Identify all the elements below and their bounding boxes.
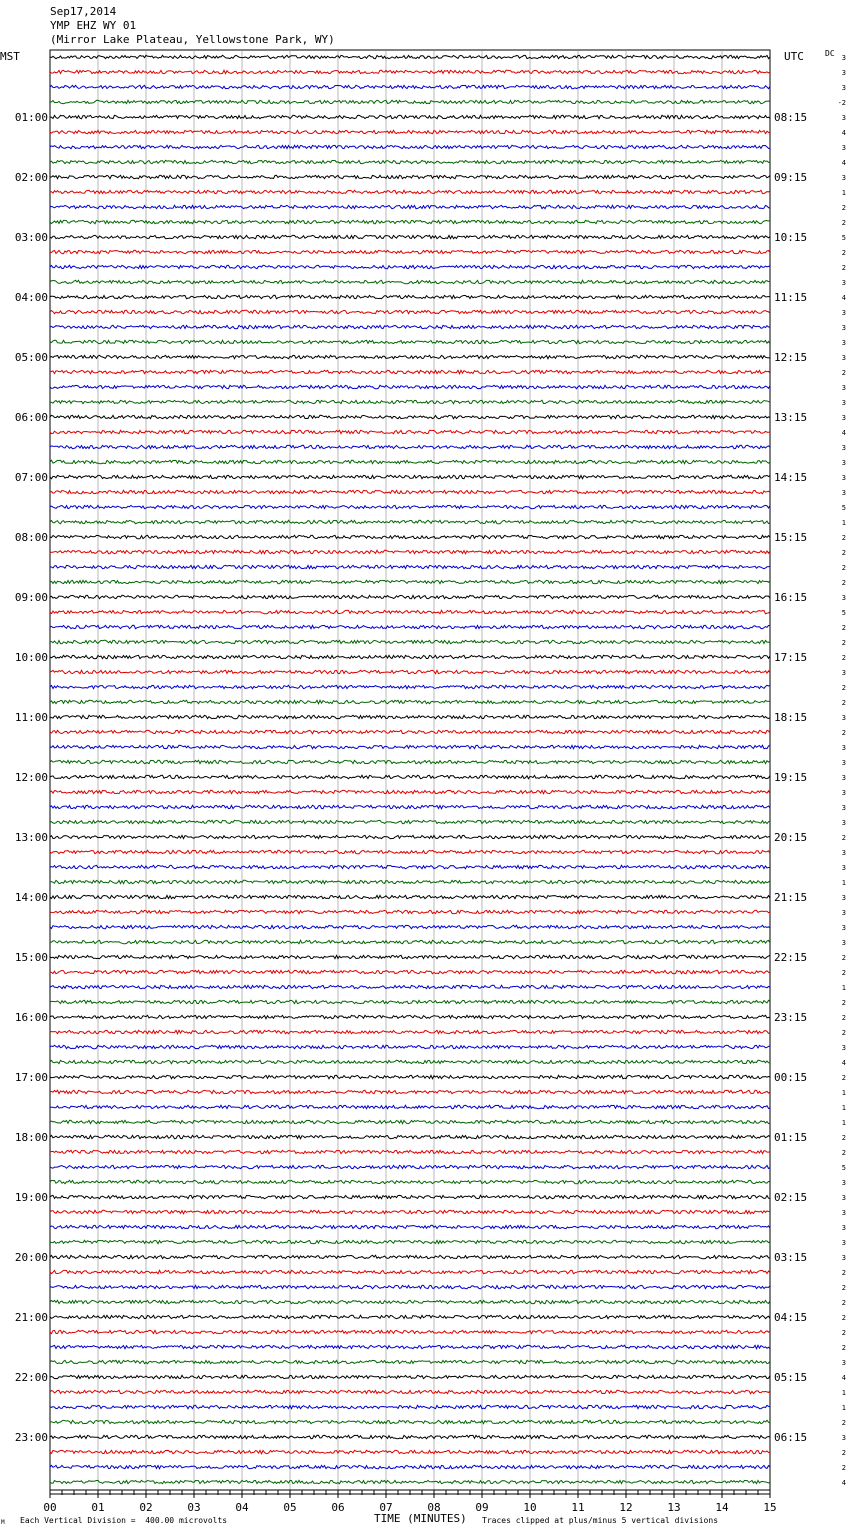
dc-offset-value: 4	[841, 159, 846, 167]
left-hour-label: 21:00	[14, 1311, 48, 1324]
left-hour-label: 04:00	[14, 291, 48, 304]
dc-offset-value: 3	[841, 594, 846, 602]
dc-offset-value: 3	[841, 789, 846, 797]
dc-offset-value: 2	[841, 1284, 846, 1292]
trace-row	[50, 685, 770, 688]
dc-offset-value: 3	[841, 819, 846, 827]
trace-row	[50, 55, 770, 58]
dc-offset-value: 3	[841, 144, 846, 152]
dc-offset-value: 3	[841, 759, 846, 767]
dc-offset-value: 3	[841, 744, 846, 752]
trace-row	[50, 1195, 770, 1198]
right-hour-label: 04:15	[774, 1311, 808, 1324]
scale-note: Each Vertical Division = 400.00 microvolts	[20, 1516, 228, 1525]
dc-offset-value: 3	[841, 894, 846, 902]
dc-offset-value: 2	[841, 1269, 846, 1277]
dc-offset-value: 3	[841, 279, 846, 287]
trace-row	[50, 1390, 770, 1393]
dc-offset-value: 3	[841, 1434, 846, 1442]
clip-note: Traces clipped at plus/minus 5 vertical divisions	[482, 1516, 719, 1525]
trace-row	[50, 1090, 770, 1093]
dc-offset-value: 2	[841, 1029, 846, 1037]
trace-row	[50, 295, 770, 298]
dc-offset-value: 3	[841, 1224, 846, 1232]
corner-mark: M	[1, 1519, 5, 1526]
dc-offset-value: 3	[841, 339, 846, 347]
left-hour-label: 10:00	[14, 651, 48, 664]
x-tick-label: 05	[283, 1501, 297, 1514]
left-hour-label: 20:00	[14, 1251, 48, 1264]
dc-offset-value: 3	[841, 54, 846, 62]
dc-offset-value: 2	[841, 1074, 846, 1082]
dc-offset-value: 1	[841, 1389, 846, 1397]
trace-row	[50, 490, 770, 493]
dc-offset-value: 2	[841, 1329, 846, 1337]
dc-offset-value: 4	[841, 1059, 846, 1067]
trace-row	[50, 910, 770, 913]
dc-label: DC	[825, 49, 835, 58]
trace-row	[50, 220, 770, 223]
dc-offset-value: 2	[841, 219, 846, 227]
dc-offset-value: 2	[841, 204, 846, 212]
x-axis-title: TIME (MINUTES)	[374, 1512, 467, 1525]
trace-row	[50, 1180, 770, 1183]
trace-row	[50, 790, 770, 793]
dc-offset-value: 1	[841, 519, 846, 527]
trace-row	[50, 1480, 770, 1483]
dc-offset-value: 3	[841, 714, 846, 722]
trace-row	[50, 895, 770, 898]
dc-offset-value: 2	[841, 624, 846, 632]
trace-row	[50, 1015, 770, 1018]
trace-row	[50, 565, 770, 568]
trace-row	[50, 880, 770, 883]
dc-offset-value: 4	[841, 1479, 846, 1487]
trace-row	[50, 475, 770, 478]
trace-row	[50, 70, 770, 73]
dc-offset-value: 3	[841, 384, 846, 392]
dc-offset-value: 3	[841, 444, 846, 452]
dc-offset-value: 2	[841, 549, 846, 557]
right-hour-label: 19:15	[774, 771, 808, 784]
trace-row	[50, 415, 770, 418]
right-hour-label: 15:15	[774, 531, 808, 544]
dc-offset-value: 3	[841, 474, 846, 482]
dc-offset-value: 2	[841, 1464, 846, 1472]
trace-row	[50, 190, 770, 193]
left-hour-label: 16:00	[14, 1011, 48, 1024]
trace-row	[50, 610, 770, 613]
dc-offset-value: 2	[841, 684, 846, 692]
left-hour-label: 07:00	[14, 471, 48, 484]
trace-row	[50, 1405, 770, 1408]
dc-offset-value: 5	[841, 504, 846, 512]
left-hour-label: 15:00	[14, 951, 48, 964]
left-hour-label: 08:00	[14, 531, 48, 544]
trace-row	[50, 715, 770, 718]
left-hour-label: 02:00	[14, 171, 48, 184]
trace-row	[50, 400, 770, 403]
dc-offset-value: 1	[841, 1404, 846, 1412]
dc-offset-value: 3	[841, 354, 846, 362]
left-hour-label: 17:00	[14, 1071, 48, 1084]
trace-row	[50, 460, 770, 463]
trace-row	[50, 835, 770, 838]
trace-row	[50, 655, 770, 658]
trace-row	[50, 280, 770, 283]
right-hour-label: 12:15	[774, 351, 808, 364]
left-timezone-label: MST	[0, 50, 20, 63]
right-hour-label: 00:15	[774, 1071, 808, 1084]
x-tick-label: 10	[523, 1501, 537, 1514]
trace-row	[50, 820, 770, 823]
station-code: YMP EHZ WY 01	[50, 19, 137, 32]
trace-row	[50, 1120, 770, 1123]
dc-offset-value: 3	[841, 909, 846, 917]
dc-offset-value: 2	[841, 534, 846, 542]
dc-offset-value: 3	[841, 69, 846, 77]
trace-row	[50, 145, 770, 148]
trace-row	[50, 970, 770, 973]
trace-row	[50, 1270, 770, 1273]
dc-offset-value: 2	[841, 699, 846, 707]
left-hour-label: 03:00	[14, 231, 48, 244]
trace-row	[50, 445, 770, 448]
trace-row	[50, 1375, 770, 1378]
x-tick-label: 13	[667, 1501, 681, 1514]
trace-row	[50, 730, 770, 733]
trace-row	[50, 940, 770, 943]
right-hour-label: 02:15	[774, 1191, 808, 1204]
trace-row	[50, 1135, 770, 1138]
trace-row	[50, 805, 770, 808]
dc-offset-value: -2	[837, 99, 846, 107]
trace-row	[50, 175, 770, 178]
trace-row	[50, 700, 770, 703]
right-hour-label: 18:15	[774, 711, 808, 724]
x-tick-label: 08	[427, 1501, 441, 1514]
dc-offset-value: 3	[841, 489, 846, 497]
dc-offset-value: 3	[841, 414, 846, 422]
trace-row	[50, 670, 770, 673]
dc-offset-value: 2	[841, 639, 846, 647]
chart-date: Sep17,2014	[50, 5, 117, 18]
dc-offset-value: 2	[841, 969, 846, 977]
trace-row	[50, 1075, 770, 1078]
dc-offset-value: 2	[841, 249, 846, 257]
dc-offset-value: 2	[841, 1449, 846, 1457]
trace-row	[50, 1330, 770, 1333]
trace-row	[50, 1300, 770, 1303]
trace-row	[50, 265, 770, 268]
dc-offset-value: 4	[841, 1374, 846, 1382]
dc-offset-value: 2	[841, 1134, 846, 1142]
x-tick-label: 07	[379, 1501, 393, 1514]
right-hour-label: 22:15	[774, 951, 808, 964]
trace-row	[50, 1105, 770, 1108]
trace-row	[50, 535, 770, 538]
left-hour-label: 23:00	[14, 1431, 48, 1444]
trace-row	[50, 595, 770, 598]
trace-row	[50, 370, 770, 373]
x-tick-label: 11	[571, 1501, 585, 1514]
dc-offset-value: 2	[841, 579, 846, 587]
x-tick-label: 06	[331, 1501, 345, 1514]
left-hour-label: 22:00	[14, 1371, 48, 1384]
trace-row	[50, 1240, 770, 1243]
left-hour-label: 01:00	[14, 111, 48, 124]
dc-offset-value: 2	[841, 654, 846, 662]
dc-offset-value: 3	[841, 1359, 846, 1367]
dc-offset-value: 3	[841, 309, 846, 317]
dc-offset-value: 1	[841, 1104, 846, 1112]
dc-offset-value: 2	[841, 1314, 846, 1322]
dc-offset-value: 3	[841, 399, 846, 407]
trace-row	[50, 430, 770, 433]
trace-row	[50, 1450, 770, 1453]
x-tick-label: 15	[763, 1501, 777, 1514]
dc-offset-value: 3	[841, 324, 846, 332]
dc-offset-value: 3	[841, 924, 846, 932]
trace-row	[50, 775, 770, 778]
station-location: (Mirror Lake Plateau, Yellowstone Park, WY)	[50, 33, 335, 46]
left-hour-label: 13:00	[14, 831, 48, 844]
dc-offset-value: 2	[841, 1149, 846, 1157]
trace-row	[50, 1225, 770, 1228]
dc-offset-value: 5	[841, 1164, 846, 1172]
dc-offset-value: 1	[841, 1089, 846, 1097]
right-hour-label: 03:15	[774, 1251, 808, 1264]
trace-row	[50, 115, 770, 118]
trace-row	[50, 1150, 770, 1153]
trace-row	[50, 160, 770, 163]
right-hour-label: 17:15	[774, 651, 808, 664]
trace-row	[50, 580, 770, 583]
trace-row	[50, 1000, 770, 1003]
x-tick-label: 09	[475, 1501, 489, 1514]
trace-row	[50, 310, 770, 313]
trace-row	[50, 355, 770, 358]
trace-row	[50, 955, 770, 958]
dc-offset-value: 3	[841, 669, 846, 677]
trace-row	[50, 250, 770, 253]
right-hour-label: 16:15	[774, 591, 808, 604]
dc-offset-value: 1	[841, 1119, 846, 1127]
trace-row	[50, 235, 770, 238]
right-hour-label: 13:15	[774, 411, 808, 424]
right-hour-label: 01:15	[774, 1131, 808, 1144]
dc-offset-value: 3	[841, 174, 846, 182]
dc-offset-value: 2	[841, 369, 846, 377]
dc-offset-value: 3	[841, 864, 846, 872]
dc-offset-value: 3	[841, 1044, 846, 1052]
trace-row	[50, 1210, 770, 1213]
left-hour-label: 19:00	[14, 1191, 48, 1204]
x-tick-label: 01	[91, 1501, 105, 1514]
dc-offset-value: 3	[841, 84, 846, 92]
trace-row	[50, 1360, 770, 1363]
left-hour-label: 09:00	[14, 591, 48, 604]
x-tick-label: 03	[187, 1501, 201, 1514]
dc-offset-value: 3	[841, 1209, 846, 1217]
x-tick-label: 00	[43, 1501, 57, 1514]
dc-offset-value: 2	[841, 999, 846, 1007]
right-hour-label: 14:15	[774, 471, 808, 484]
right-hour-label: 09:15	[774, 171, 808, 184]
dc-offset-value: 2	[841, 954, 846, 962]
trace-row	[50, 850, 770, 853]
dc-offset-value: 2	[841, 1014, 846, 1022]
trace-row	[50, 1465, 770, 1468]
trace-row	[50, 385, 770, 388]
trace-row	[50, 640, 770, 643]
trace-row	[50, 85, 770, 88]
dc-offset-value: 4	[841, 429, 846, 437]
dc-offset-value: 4	[841, 129, 846, 137]
x-tick-label: 12	[619, 1501, 633, 1514]
dc-offset-value: 3	[841, 849, 846, 857]
x-tick-label: 04	[235, 1501, 249, 1514]
trace-row	[50, 130, 770, 133]
dc-offset-value: 2	[841, 729, 846, 737]
trace-row	[50, 1420, 770, 1423]
right-hour-label: 21:15	[774, 891, 808, 904]
trace-row	[50, 865, 770, 868]
dc-offset-value: 3	[841, 804, 846, 812]
trace-row	[50, 1345, 770, 1348]
dc-offset-value: 1	[841, 879, 846, 887]
dc-offset-value: 3	[841, 1239, 846, 1247]
dc-offset-value: 3	[841, 939, 846, 947]
trace-row	[50, 1060, 770, 1063]
dc-offset-value: 4	[841, 294, 846, 302]
trace-row	[50, 1255, 770, 1258]
dc-offset-value: 2	[841, 1344, 846, 1352]
right-hour-label: 11:15	[774, 291, 808, 304]
trace-row	[50, 550, 770, 553]
trace-row	[50, 340, 770, 343]
dc-offset-value: 3	[841, 1254, 846, 1262]
dc-offset-value: 2	[841, 264, 846, 272]
left-hour-label: 14:00	[14, 891, 48, 904]
dc-offset-value: 3	[841, 1179, 846, 1187]
right-hour-label: 08:15	[774, 111, 808, 124]
trace-row	[50, 520, 770, 523]
right-hour-label: 23:15	[774, 1011, 808, 1024]
dc-offset-value: 5	[841, 234, 846, 242]
trace-row	[50, 505, 770, 508]
right-hour-label: 20:15	[774, 831, 808, 844]
trace-row	[50, 1165, 770, 1168]
dc-offset-value: 2	[841, 834, 846, 842]
x-tick-label: 14	[715, 1501, 729, 1514]
right-hour-label: 10:15	[774, 231, 808, 244]
trace-row	[50, 625, 770, 628]
dc-offset-value: 2	[841, 1419, 846, 1427]
trace-row	[50, 745, 770, 748]
left-hour-label: 12:00	[14, 771, 48, 784]
dc-offset-value: 3	[841, 1194, 846, 1202]
right-hour-label: 06:15	[774, 1431, 808, 1444]
dc-offset-value: 3	[841, 459, 846, 467]
dc-offset-value: 2	[841, 564, 846, 572]
trace-row	[50, 1315, 770, 1318]
trace-row	[50, 1435, 770, 1438]
x-tick-label: 02	[139, 1501, 153, 1514]
trace-row	[50, 100, 770, 103]
trace-row	[50, 1045, 770, 1048]
trace-row	[50, 760, 770, 763]
trace-row	[50, 205, 770, 208]
dc-offset-value: 3	[841, 774, 846, 782]
trace-row	[50, 985, 770, 988]
trace-row	[50, 925, 770, 928]
trace-row	[50, 325, 770, 328]
dc-offset-value: 3	[841, 114, 846, 122]
left-hour-label: 18:00	[14, 1131, 48, 1144]
left-hour-label: 05:00	[14, 351, 48, 364]
right-timezone-label: UTC	[784, 50, 804, 63]
left-hour-label: 11:00	[14, 711, 48, 724]
dc-offset-value: 5	[841, 609, 846, 617]
trace-row	[50, 1285, 770, 1288]
dc-offset-value: 1	[841, 189, 846, 197]
dc-offset-value: 1	[841, 984, 846, 992]
right-hour-label: 05:15	[774, 1371, 808, 1384]
left-hour-label: 06:00	[14, 411, 48, 424]
trace-row	[50, 1030, 770, 1033]
dc-offset-value: 2	[841, 1299, 846, 1307]
